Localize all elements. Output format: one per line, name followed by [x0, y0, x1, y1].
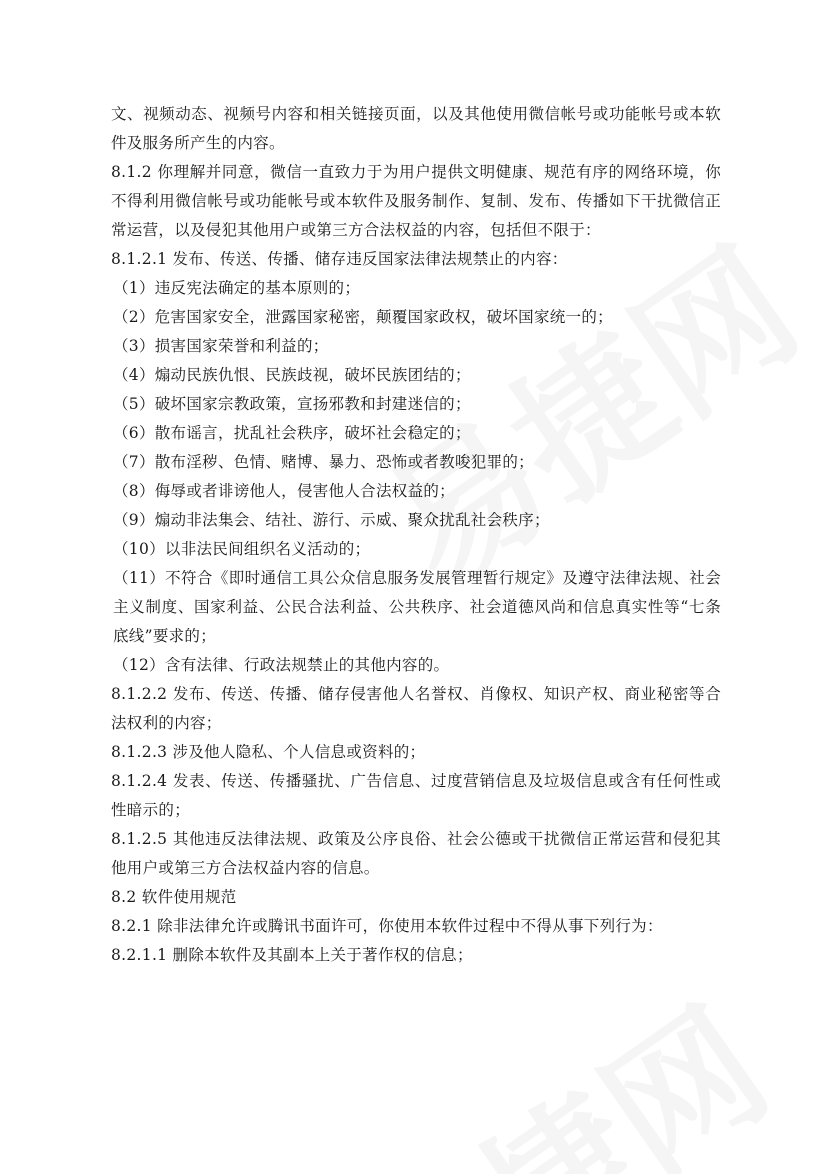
clause-8-1-2-1: 8.1.2.1 发布、传送、传播、储存违反国家法律法规禁止的内容：	[111, 250, 568, 268]
list-item: （5）破坏国家宗教政策，宣扬邪教和封建迷信的；	[113, 395, 471, 413]
list-item: （12）含有法律、行政法规禁止的其他内容的。	[113, 656, 450, 674]
list-item: （8）侮辱或者诽谤他人，侵害他人合法权益的；	[113, 482, 455, 500]
section-heading-8-2: 8.2 软件使用规范	[111, 888, 237, 906]
list-item: （3）损害国家荣誉和利益的；	[113, 337, 329, 355]
list-item: （11）不符合《即时通信工具公众信息服务发展管理暂行规定》及遵守法律法规、社会主义制度、国家利益、公民合法利益、公共秩序、社会道德风尚和信息真实性等“七条底线”要求的；	[113, 569, 721, 645]
list-item: （7）散布淫秽、色情、赌博、暴力、恐怖或者教唆犯罪的；	[113, 453, 534, 471]
watermark-logo	[309, 950, 802, 1174]
clause-8-1-2-5: 8.1.2.5 其他违反法律法规、政策及公序良俗、社会公德或干扰微信正常运营和侵犯其他用户或第三方合法权益内容的信息。	[111, 830, 721, 877]
document-body	[111, 100, 721, 970]
list-item: （10）以非法民间组织名义活动的；	[113, 540, 371, 558]
clause-8-2-1: 8.2.1 除非法律允许或腾讯书面许可，你使用本软件过程中不得从事下列行为：	[111, 917, 663, 935]
clause-8-1-2: 8.1.2 你理解并同意，微信一直致力于为用户提供文明健康、规范有序的网络环境，你不得利用微信帐号或功能帐号或本软件及服务制作、复制、发布、传播如下干扰微信正常运营，以及侵犯其他用户或第三方合法权益的内容，包括但不限于：	[111, 163, 721, 239]
list-item: （9）煽动非法集会、结社、游行、示威、聚众扰乱社会秩序；	[113, 511, 550, 529]
list-item: （1）违反宪法确定的基本原则的；	[113, 279, 361, 297]
clause-8-1-2-4: 8.1.2.4 发表、传送、传播骚扰、广告信息、过度营销信息及垃圾信息或含有任何性或性暗示的；	[111, 772, 721, 819]
list-item: （6）散布谣言，扰乱社会秩序，破坏社会稳定的；	[113, 424, 471, 442]
clause-8-1-2-2: 8.1.2.2 发布、传送、传播、储存侵害他人名誉权、肖像权、知识产权、商业秘密等合法权利的内容；	[111, 685, 721, 732]
list-item: （4）煽动民族仇恨、民族歧视，破坏民族团结的；	[113, 366, 471, 384]
paragraph-continuation: 文、视频动态、视频号内容和相关链接页面，以及其他使用微信帐号或功能帐号或本软件及服务所产生的内容。	[111, 105, 721, 152]
clause-8-1-2-3: 8.1.2.3 涉及他人隐私、个人信息或资料的；	[111, 743, 426, 761]
clause-8-2-1-1: 8.2.1.1 删除本软件及其副本上关于著作权的信息；	[111, 946, 473, 964]
list-item: （2）危害国家安全，泄露国家秘密，颠覆国家政权，破坏国家统一的；	[113, 308, 613, 326]
